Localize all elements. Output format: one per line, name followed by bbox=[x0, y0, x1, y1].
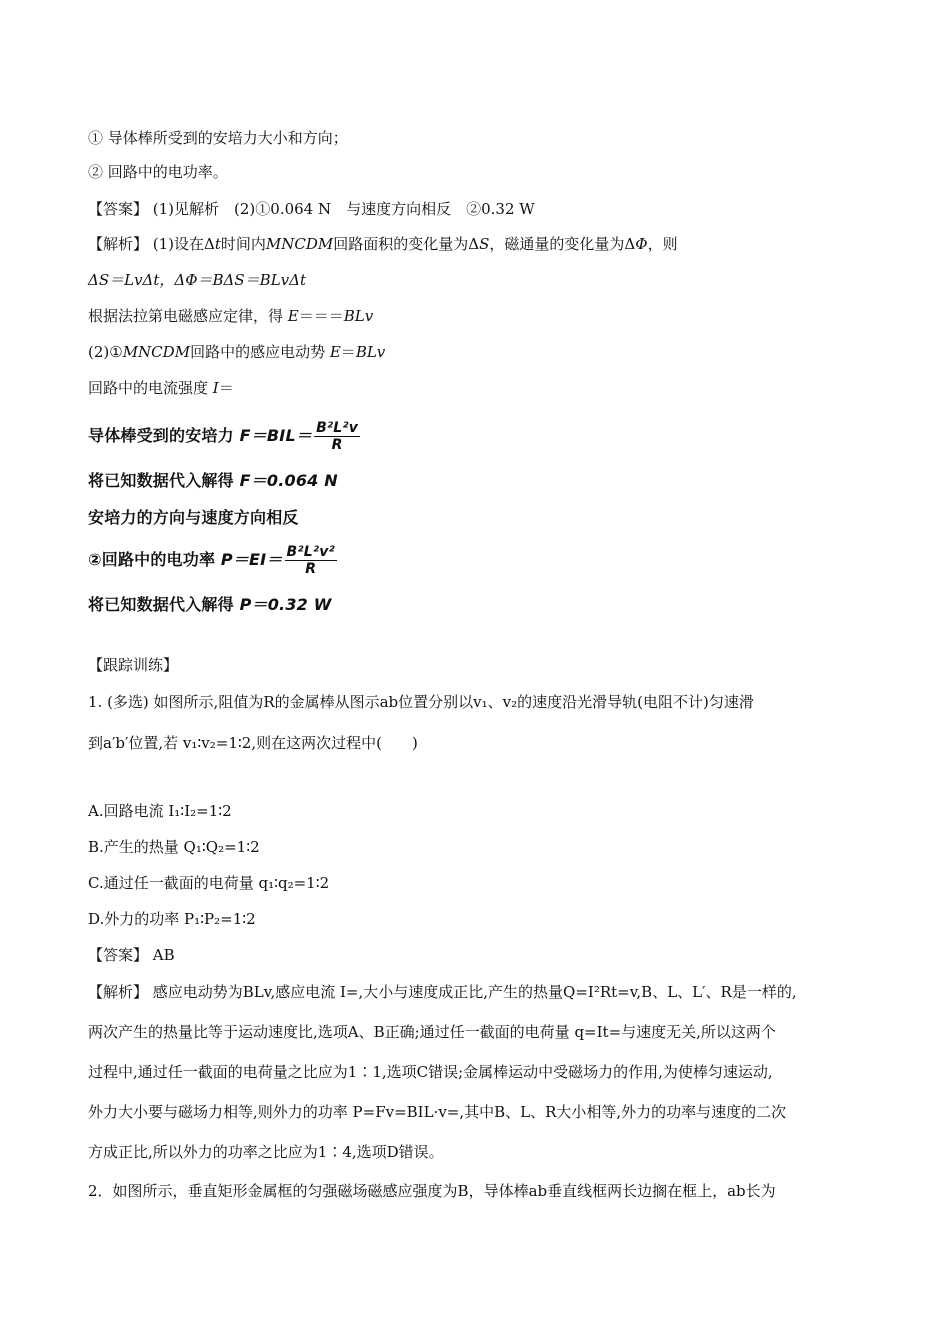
answer-line bbox=[88, 199, 880, 219]
answer-line bbox=[88, 945, 880, 965]
text-run: ②回路中的电功率 bbox=[88, 550, 221, 569]
analysis-line: 过程中,通过任一截面的电荷量之比应为1∶1,选项C错误;金属棒运动中受磁场力的作用,为使棒匀速运动, bbox=[88, 1063, 773, 1081]
analysis-line bbox=[88, 982, 880, 1002]
formula-image-line bbox=[88, 594, 332, 616]
text-line: ① 导体棒所受到的安培力大小和方向； bbox=[88, 129, 348, 147]
formula-image-line bbox=[88, 544, 337, 577]
text-run: 回路中的感应电动势 bbox=[190, 343, 330, 361]
question-line: 2．如图所示，垂直矩形金属框的匀强磁场磁感应强度为B，导体棒ab垂直线框两长边搁在框上，ab长为 bbox=[88, 1182, 776, 1200]
analysis-line: 两次产生的热量比等于运动速度比,选项A、B正确;通过任一截面的电荷量 q=It=与速度无关,所以这两个 bbox=[88, 1023, 776, 1041]
numerator: B²L²v bbox=[316, 420, 359, 436]
text-run: ＝ bbox=[340, 343, 356, 361]
formula-image-line: 安培力的方向与速度方向相反 bbox=[88, 508, 299, 527]
text-run: 导体棒受到的安培力 bbox=[88, 426, 240, 445]
answer-tag: 【答案】 bbox=[88, 946, 149, 964]
text-run: Φ bbox=[635, 235, 648, 253]
text-run: E bbox=[329, 343, 341, 361]
formula-image-line bbox=[88, 420, 360, 453]
text-run: (1)设在Δ bbox=[148, 235, 215, 253]
denominator: R bbox=[331, 437, 343, 453]
text-run: MNCDM bbox=[265, 235, 334, 253]
text-run: 时间内 bbox=[220, 235, 266, 253]
text-run: ，磁通量的变化量为Δ bbox=[489, 235, 636, 253]
text-run: 将已知数据代入解得 bbox=[88, 471, 240, 490]
question-line: 到a′b′位置,若 v₁∶v₂=1∶2,则在这两次过程中( ) bbox=[88, 734, 418, 752]
answer-text: (1)见解析 (2)①0.064 N 与速度方向相反 ②0.32 W bbox=[148, 200, 535, 218]
question-line: 1. (多选) 如图所示,阻值为R的金属棒从图示ab位置分别以v₁、v₂的速度沿光滑导轨(电阻不计)匀速滑 bbox=[88, 693, 754, 711]
text-run: MNCDM bbox=[122, 343, 191, 361]
analysis-tag: 【解析】 bbox=[88, 983, 149, 1001]
text-run: I bbox=[212, 379, 219, 397]
text-line bbox=[88, 306, 880, 326]
text-run: ＝＝＝ bbox=[298, 307, 344, 325]
formula: P＝0.32 W bbox=[239, 595, 332, 614]
formula: F＝BIL＝ bbox=[239, 426, 313, 445]
text-run: 回路中的电流强度 bbox=[88, 379, 213, 397]
formula: F＝0.064 N bbox=[239, 471, 338, 490]
formula-line: ΔS＝LvΔt，ΔΦ＝BΔS＝BLvΔt bbox=[88, 271, 306, 289]
analysis-line bbox=[88, 234, 880, 254]
text-line bbox=[88, 378, 880, 398]
analysis-line: 外力大小要与磁场力相等,则外力的功率 P=Fv=BIL·v=,其中B、L、R大小相等,外力的功率与速度的二次 bbox=[88, 1103, 787, 1121]
formula: P＝EI＝ bbox=[220, 550, 283, 569]
fraction bbox=[285, 544, 337, 577]
text-run: 将已知数据代入解得 bbox=[88, 595, 240, 614]
formula-image-line bbox=[88, 470, 338, 492]
answer-tag: 【答案】 bbox=[88, 200, 149, 218]
option-a: A.回路电流 I₁∶I₂=1∶2 bbox=[88, 802, 232, 820]
text-run: E bbox=[287, 307, 299, 325]
answer-text: AB bbox=[148, 946, 175, 964]
text-run: 感应电动势为BLv,感应电流 I=,大小与速度成正比,产生的热量Q=I²Rt=v,B、L、L′、R是一样的, bbox=[148, 983, 797, 1001]
text-run: t bbox=[214, 235, 221, 253]
text-run: 回路面积的变化量为Δ bbox=[333, 235, 480, 253]
text-line: ② 回路中的电功率。 bbox=[88, 163, 228, 181]
numerator: B²L²v² bbox=[286, 544, 335, 560]
analysis-tag: 【解析】 bbox=[88, 235, 149, 253]
text-run: BLv bbox=[343, 307, 374, 325]
text-line bbox=[88, 342, 880, 362]
option-c: C.通过任一截面的电荷量 q₁∶q₂=1∶2 bbox=[88, 874, 330, 892]
text-run: BLv bbox=[355, 343, 386, 361]
denominator: R bbox=[305, 561, 317, 577]
option-b: B.产生的热量 Q₁∶Q₂=1∶2 bbox=[88, 838, 260, 856]
text-run: 根据法拉第电磁感应定律，得 bbox=[88, 307, 288, 325]
analysis-line: 方成正比,所以外力的功率之比应为1∶4,选项D错误。 bbox=[88, 1143, 444, 1161]
text-run: ，则 bbox=[647, 235, 678, 253]
text-run: ＝ bbox=[218, 379, 234, 397]
section-heading: 【跟踪训练】 bbox=[88, 656, 179, 674]
fraction bbox=[314, 420, 360, 453]
option-d: D.外力的功率 P₁∶P₂=1∶2 bbox=[88, 910, 256, 928]
text-run: S bbox=[479, 235, 490, 253]
text-run: (2)① bbox=[88, 343, 123, 361]
